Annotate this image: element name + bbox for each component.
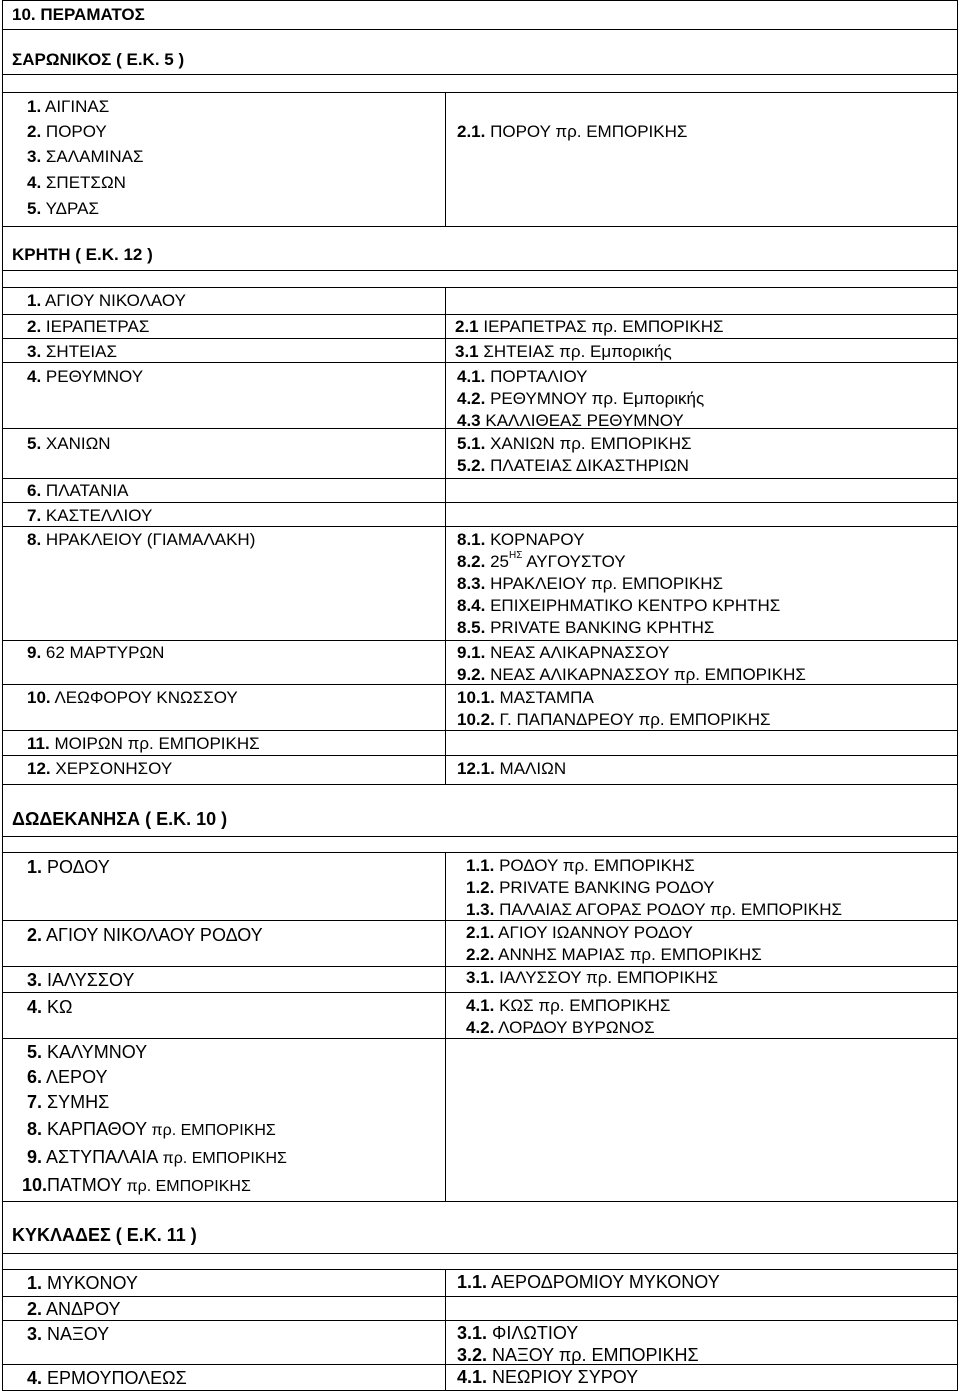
sub-list-item: 1.1. ΑΕΡΟΔΡΟΜΙΟΥ ΜΥΚΟΝΟΥ xyxy=(457,1272,720,1292)
sub-list-item: 3.1. ΦΙΛΩΤΙΟΥ xyxy=(457,1323,579,1343)
sub-list-item: 4.1. ΠΟΡΤΑΛΙΟΥ xyxy=(457,367,588,386)
list-item: 3. ΣΗΤΕΙΑΣ xyxy=(27,342,118,361)
list-item: 2. ΑΝΔΡΟΥ xyxy=(27,1299,121,1319)
sub-list-item: 2.1. ΑΓΙΟΥ ΙΩΑΝΝΟΥ ΡΟΔΟΥ xyxy=(466,923,693,942)
sub-list-item: 10.1. ΜΑΣΤΑΜΠΑ xyxy=(457,688,594,707)
list-item: 7. ΣΥΜΗΣ xyxy=(27,1092,110,1112)
sub-list-item: 3.1. ΙΑΛΥΣΣΟΥ πρ. ΕΜΠΟΡΙΚΗΣ xyxy=(466,968,719,987)
sub-list-item: 4.1. ΚΩΣ πρ. ΕΜΠΟΡΙΚΗΣ xyxy=(466,996,671,1015)
sub-list-item: 12.1. ΜΑΛΙΩΝ xyxy=(457,759,567,778)
sub-list-item: 8.4. ΕΠΙΧΕΙΡΗΜΑΤΙΚΟ ΚΕΝΤΡΟ ΚΡΗΤΗΣ xyxy=(457,596,781,615)
sub-list-item: 5.2. ΠΛΑΤΕΙΑΣ ΔΙΚΑΣΤΗΡΙΩΝ xyxy=(457,456,689,475)
page-title: 10. ΠΕΡΑΜΑΤΟΣ xyxy=(12,5,145,24)
sub-list-item: 1.3. ΠΑΛΑΙΑΣ ΑΓΟΡΑΣ ΡΟΔΟΥ πρ. ΕΜΠΟΡΙΚΗΣ xyxy=(466,900,842,919)
sub-list-item: 8.1. ΚΟΡΝΑΡΟΥ xyxy=(457,530,585,549)
sub-list-item: 2.1 ΙΕΡΑΠΕΤΡΑΣ πρ. ΕΜΠΟΡΙΚΗΣ xyxy=(455,317,724,336)
list-item: 6. ΛΕΡΟΥ xyxy=(27,1067,108,1087)
list-item: 3. ΣΑΛΑΜΙΝΑΣ xyxy=(27,147,144,166)
list-item: 9. 62 ΜΑΡΤΥΡΩΝ xyxy=(27,643,165,662)
list-item: 5. ΚΑΛΥΜΝΟΥ xyxy=(27,1042,148,1062)
list-item: 3. ΙΑΛΥΣΣΟΥ xyxy=(27,970,135,990)
list-item: 8. ΗΡΑΚΛΕΙΟΥ (ΓΙΑΜΑΛΑΚΗ) xyxy=(27,530,256,549)
list-item: 8. ΚΑΡΠΑΘΟΥ πρ. ΕΜΠΟΡΙΚΗΣ xyxy=(27,1119,276,1139)
list-item: 5. ΥΔΡΑΣ xyxy=(27,199,99,218)
sub-list-item: 4.2. ΡΕΘΥΜΝΟΥ πρ. Εμπορικής xyxy=(457,389,705,408)
sub-list-item: 1.1. ΡΟΔΟΥ πρ. ΕΜΠΟΡΙΚΗΣ xyxy=(466,856,695,875)
sub-list-item: 2.2. ΑΝΝΗΣ ΜΑΡΙΑΣ πρ. ΕΜΠΟΡΙΚΗΣ xyxy=(466,945,762,964)
list-item: 4. ΕΡΜΟΥΠΟΛΕΩΣ xyxy=(27,1368,187,1388)
list-item: 10. ΛΕΩΦΟΡΟΥ ΚΝΩΣΣΟΥ xyxy=(27,688,238,707)
list-item: 3. ΝΑΞΟΥ xyxy=(27,1324,110,1344)
list-item: 7. ΚΑΣΤΕΛΛΙΟΥ xyxy=(27,506,153,525)
list-item: 12. ΧΕΡΣΟΝΗΣΟΥ xyxy=(27,759,173,778)
list-item: 6. ΠΛΑΤΑΝΙΑ xyxy=(27,481,129,500)
list-item: 1. ΜΥΚΟΝΟΥ xyxy=(27,1273,138,1293)
sub-list-item: 9.2. ΝΕΑΣ ΑΛΙΚΑΡΝΑΣΣΟΥ πρ. ΕΜΠΟΡΙΚΗΣ xyxy=(457,665,806,684)
list-item: 2. ΠΟΡΟΥ xyxy=(27,122,107,141)
sub-list-item: 3.2. ΝΑΞΟΥ πρ. ΕΜΠΟΡΙΚΗΣ xyxy=(457,1345,699,1365)
sub-list-item: 4.1. ΝΕΩΡΙΟΥ ΣΥΡΟΥ xyxy=(457,1367,639,1387)
sub-list-item: 8.2. $25^{H\Sigma}$ ΑΥΓΟΥΣΤΟΥ xyxy=(457,550,626,571)
sub-list-item: 3.1 ΣΗΤΕΙΑΣ πρ. Εμπορικής xyxy=(455,342,672,361)
sub-list-item: 4.2. ΛΟΡΔΟΥ ΒΥΡΩΝΟΣ xyxy=(466,1018,655,1037)
list-item: 5. ΧΑΝΙΩΝ xyxy=(27,434,111,453)
section-heading-kriti: ΚΡΗΤΗ ( Ε.Κ. 12 ) xyxy=(12,245,153,264)
sub-list-item: 9.1. ΝΕΑΣ ΑΛΙΚΑΡΝΑΣΣΟΥ xyxy=(457,643,670,662)
list-item: 9. ΑΣΤΥΠΑΛΑΙΑ πρ. ΕΜΠΟΡΙΚΗΣ xyxy=(27,1147,287,1167)
list-item: 4. ΣΠΕΤΣΩΝ xyxy=(27,173,126,192)
list-item: 1. ΑΓΙΟΥ ΝΙΚΟΛΑΟΥ xyxy=(27,291,186,310)
list-item: 4. ΚΩ xyxy=(27,997,73,1017)
sub-list-item: 1.2. PRIVATE BANKING ΡΟΔΟΥ xyxy=(466,878,715,897)
section-heading-saronikos: ΣΑΡΩΝΙΚΟΣ ( Ε.Κ. 5 ) xyxy=(12,50,185,69)
sub-list-item: 5.1. ΧΑΝΙΩΝ πρ. ΕΜΠΟΡΙΚΗΣ xyxy=(457,434,692,453)
list-item: 2. ΙΕΡΑΠΕΤΡΑΣ xyxy=(27,317,150,336)
list-item: 10.ΠΑΤΜΟΥ πρ. ΕΜΠΟΡΙΚΗΣ xyxy=(22,1175,251,1195)
section-heading-kyklades: ΚΥΚΛΑΔΕΣ ( Ε.Κ. 11 ) xyxy=(12,1225,197,1245)
list-item: 1. ΑΙΓΙΝΑΣ xyxy=(27,97,110,116)
section-heading-dodekanisa: ΔΩΔΕΚΑΝΗΣΑ ( Ε.Κ. 10 ) xyxy=(12,809,228,829)
list-item: 4. ΡΕΘΥΜΝΟΥ xyxy=(27,367,144,386)
list-item: 2. ΑΓΙΟΥ ΝΙΚΟΛΑΟΥ ΡΟΔΟΥ xyxy=(27,925,263,945)
sub-list-item: 8.3. ΗΡΑΚΛΕΙΟΥ πρ. ΕΜΠΟΡΙΚΗΣ xyxy=(457,574,724,593)
list-item: 1. ΡΟΔΟΥ xyxy=(27,857,110,877)
list-item: 11. ΜΟΙΡΩΝ πρ. ΕΜΠΟΡΙΚΗΣ xyxy=(27,734,260,753)
sub-list-item: 10.2. Γ. ΠΑΠΑΝΔΡΕΟΥ πρ. ΕΜΠΟΡΙΚΗΣ xyxy=(457,710,771,729)
sub-list-item: 8.5. PRIVATE BANKING ΚΡΗΤΗΣ xyxy=(457,618,715,637)
sub-list-item: 2.1. ΠΟΡΟΥ πρ. ΕΜΠΟΡΙΚΗΣ xyxy=(457,122,688,141)
sub-list-item: 4.3 ΚΑΛΛΙΘΕΑΣ ΡΕΘΥΜΝΟΥ xyxy=(457,411,684,430)
